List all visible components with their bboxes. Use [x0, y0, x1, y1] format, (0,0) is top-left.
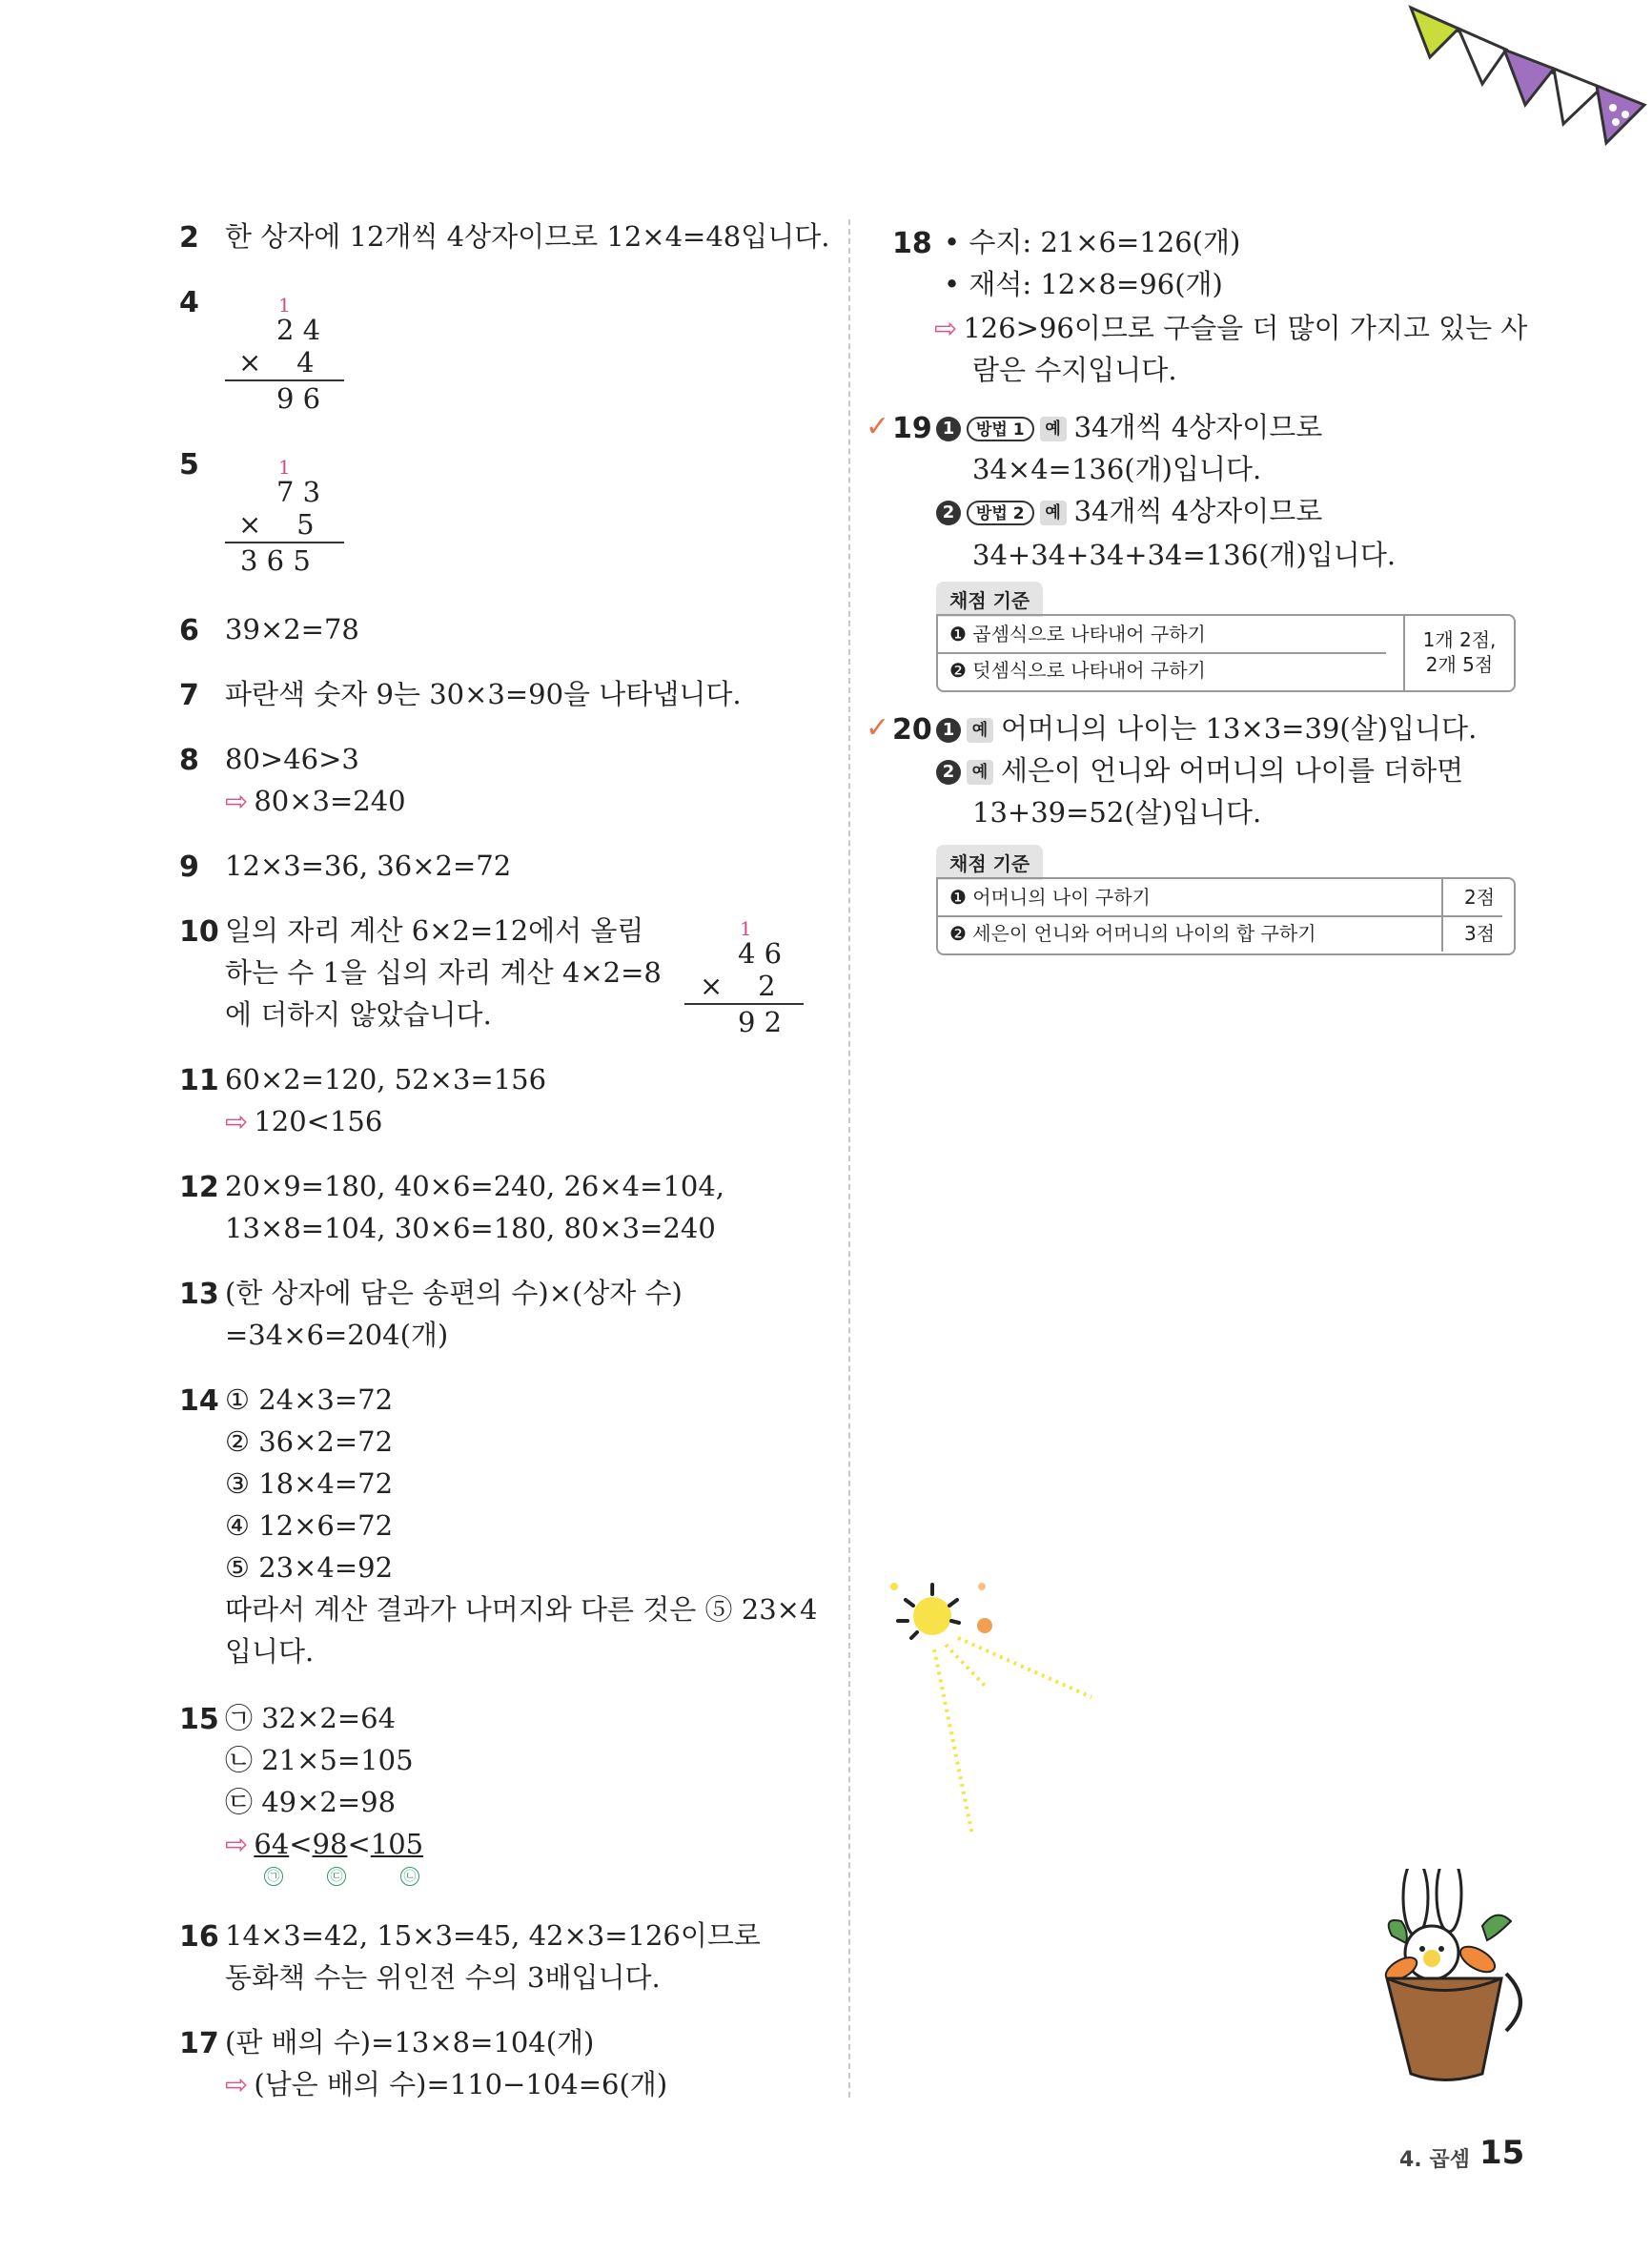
- question-9-text: 12×3=36, 36×2=72: [225, 850, 512, 882]
- question-19-check-icon: ✓: [866, 410, 890, 443]
- question-15-label-b: ㉡: [400, 1867, 419, 1886]
- question-6-number: 6: [179, 614, 199, 647]
- question-7-text: 파란색 숫자 9는 30×3=90을 나타냅니다.: [225, 678, 742, 710]
- question-8-line1: 80>46>3: [225, 743, 359, 775]
- question-19-number: 19: [892, 412, 932, 445]
- question-5-carry: 1: [278, 456, 291, 479]
- arrow-icon: ⇨: [225, 785, 249, 817]
- question-10-row2: × 2: [700, 970, 776, 1002]
- question-19-line4: 34+34+34+34=136(개)입니다.: [972, 539, 1397, 571]
- question-14-item3: ③ 18×4=72: [225, 1467, 394, 1500]
- q20-grading-table: [936, 877, 1516, 955]
- q19-score: 1개 2점, 2개 5점: [1403, 616, 1514, 690]
- question-5-result: 3 6 5: [240, 544, 311, 577]
- question-10-line2: 하는 수 1을 십의 자리 계산 4×2=8: [225, 956, 662, 989]
- question-13-number: 13: [179, 1278, 219, 1311]
- question-20-step2: 2 예 세은이 언니와 어머니의 나이를 더하면: [936, 749, 1463, 791]
- question-4-row2: × 4: [238, 346, 315, 379]
- question-11-line2: ⇨ 120<156: [225, 1105, 383, 1137]
- q20-grading-title: 채점 기준: [936, 845, 1043, 880]
- question-10-result: 9 2: [738, 1006, 783, 1038]
- question-2-number: 2: [179, 221, 199, 255]
- example-tag: 예: [967, 718, 993, 743]
- sun-sparkle-decoration: [877, 1573, 1106, 1840]
- question-13-line2: =34×6=204(개): [225, 1319, 449, 1351]
- question-5-number: 5: [179, 448, 199, 481]
- example-tag: 예: [967, 760, 993, 785]
- question-12-line1: 20×9=180, 40×6=240, 26×4=104,: [225, 1170, 724, 1202]
- question-20-line3: 13+39=52(살)입니다.: [972, 796, 1262, 829]
- question-9-number: 9: [179, 850, 199, 884]
- example-tag: 예: [1040, 417, 1067, 441]
- arrow-icon: ⇨: [225, 1105, 249, 1137]
- question-5-row2: × 5: [238, 508, 315, 541]
- question-5-row1: 7 3: [276, 476, 321, 508]
- page-number: 15: [1479, 2134, 1525, 2172]
- q19-criterion-1: ❶ 곱셈식으로 나타내어 구하기: [938, 616, 1386, 654]
- chapter-label: 4. 곱셈: [1399, 2148, 1470, 2172]
- question-14-item1: ① 24×3=72: [225, 1383, 394, 1416]
- question-20-check-icon: ✓: [866, 711, 890, 745]
- q20-criterion-1: ❶ 어머니의 나이 구하기: [938, 879, 1502, 917]
- question-12-number: 12: [179, 1171, 219, 1204]
- arrow-icon: ⇨: [225, 2068, 249, 2100]
- question-11-line1: 60×2=120, 52×3=156: [225, 1063, 547, 1096]
- question-6-text: 39×2=78: [225, 613, 359, 645]
- question-18-line4: 람은 수지입니다.: [972, 354, 1177, 386]
- question-18-line3: ⇨ 126>96이므로 구슬을 더 많이 가지고 있는 사: [934, 312, 1528, 344]
- question-17-line1: (판 배의 수)=13×8=104(개): [225, 2026, 595, 2058]
- method-1-tag: 방법 1: [967, 417, 1034, 441]
- method-2-tag: 방법 2: [967, 501, 1034, 525]
- question-19-line2: 34×4=136(개)입니다.: [972, 453, 1262, 485]
- question-15-label-a: ㉠: [264, 1867, 283, 1886]
- arrow-icon: ⇨: [225, 1828, 249, 1860]
- step-2-icon: 2: [936, 501, 961, 525]
- question-8-line2: ⇨ 80×3=240: [225, 785, 406, 817]
- question-14-line7: 입니다.: [225, 1635, 315, 1668]
- question-19-step1: 1 방법 1 예 34개씩 4상자이므로: [936, 406, 1322, 448]
- question-4-row1: 2 4: [276, 314, 321, 346]
- question-10-carry: 1: [740, 917, 752, 940]
- question-15-item2: ㉡ 21×5=105: [225, 1744, 414, 1776]
- question-17-line2: ⇨ (남은 배의 수)=110−104=6(개): [225, 2068, 668, 2100]
- question-20-step1: 1 예 어머니의 나이는 13×3=39(살)입니다.: [936, 707, 1477, 749]
- bunting-decoration: [1401, 0, 1652, 162]
- question-17-number: 17: [179, 2027, 219, 2060]
- question-15-item1: ㉠ 32×2=64: [225, 1702, 397, 1734]
- q19-grading-table: [936, 614, 1516, 692]
- arrow-icon: ⇨: [934, 312, 958, 344]
- question-4-number: 4: [179, 286, 199, 319]
- question-15-number: 15: [179, 1703, 219, 1736]
- question-16-line1: 14×3=42, 15×3=45, 42×3=126이므로: [225, 1919, 761, 1952]
- question-14-item5: ⑤ 23×4=92: [225, 1551, 394, 1584]
- question-20-number: 20: [892, 713, 932, 747]
- q20-criterion-2: ❷ 세은이 언니와 어머니의 나이의 합 구하기: [949, 922, 1316, 945]
- rabbit-basket-decoration: [1373, 1869, 1544, 2088]
- question-4-carry: 1: [278, 294, 291, 317]
- step-1-icon: 1: [936, 417, 961, 441]
- question-10-line1: 일의 자리 계산 6×2=12에서 올림: [225, 914, 644, 947]
- question-10-row1: 4 6: [738, 937, 783, 970]
- column-divider: [848, 219, 850, 2098]
- question-15-compare: ⇨ 64<98<105: [225, 1828, 424, 1860]
- q20-score-1: 2점: [1441, 879, 1516, 915]
- question-16-line2: 동화책 수는 위인전 수의 3배입니다.: [225, 1961, 661, 1994]
- question-7-number: 7: [179, 679, 199, 712]
- question-12-line2: 13×8=104, 30×6=180, 80×3=240: [225, 1212, 716, 1244]
- step-2-icon: 2: [936, 760, 961, 785]
- step-1-icon: 1: [936, 718, 961, 743]
- question-19-step2: 2 방법 2 예 34개씩 4상자이므로: [936, 490, 1322, 532]
- q19-grading-title: 채점 기준: [936, 582, 1043, 617]
- question-13-line1: (한 상자에 담은 송편의 수)×(상자 수): [225, 1277, 683, 1309]
- question-14-item2: ② 36×2=72: [225, 1425, 394, 1458]
- question-4-result: 9 6: [276, 382, 321, 415]
- question-14-number: 14: [179, 1384, 219, 1418]
- q20-score-2: 3점: [1441, 915, 1516, 952]
- question-15-item3: ㉢ 49×2=98: [225, 1786, 397, 1818]
- question-18-line1: • 수지: 21×6=126(개): [944, 226, 1241, 258]
- q19-criterion-2: ❷ 덧셈식으로 나타내어 구하기: [949, 659, 1206, 682]
- question-18-number: 18: [892, 227, 932, 260]
- question-10-line3: 에 더하지 않았습니다.: [225, 998, 492, 1031]
- question-10-number: 10: [179, 915, 219, 949]
- question-14-item4: ④ 12×6=72: [225, 1509, 394, 1542]
- question-16-number: 16: [179, 1920, 219, 1954]
- question-18-line2: • 재석: 12×8=96(개): [944, 268, 1223, 300]
- question-14-line6: 따라서 계산 결과가 나머지와 다른 것은 ⑤ 23×4: [225, 1593, 818, 1626]
- example-tag: 예: [1040, 501, 1067, 525]
- question-8-number: 8: [179, 744, 199, 777]
- question-2-text: 한 상자에 12개씩 4상자이므로 12×4=48입니다.: [225, 220, 830, 253]
- question-11-number: 11: [179, 1064, 219, 1097]
- question-15-label-c: ㉢: [327, 1867, 346, 1886]
